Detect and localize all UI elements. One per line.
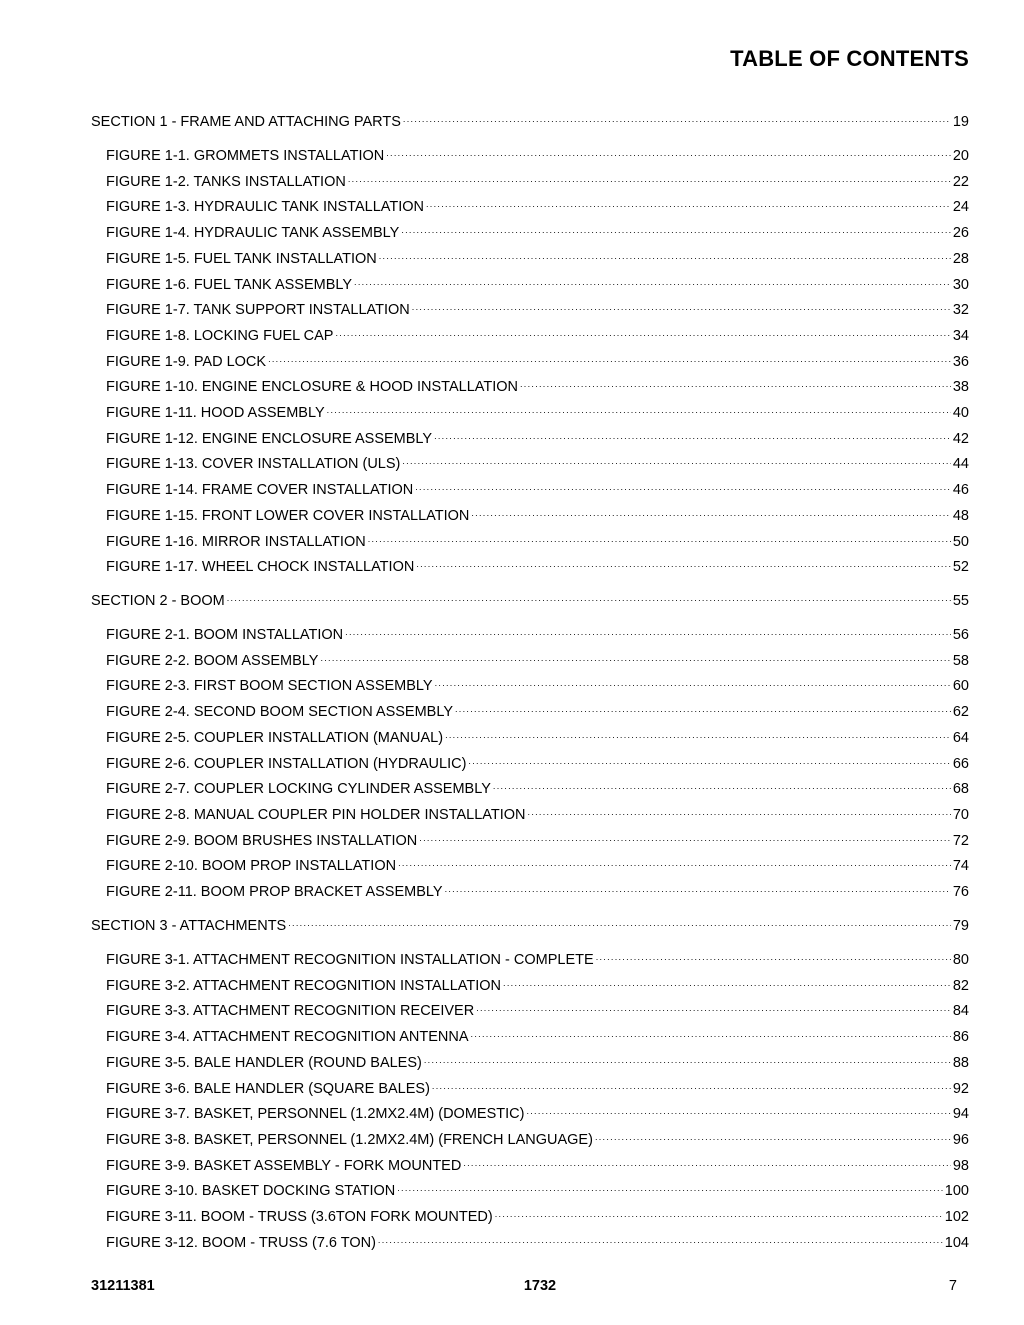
toc-entry-label: FIGURE 2-10. BOOM PROP INSTALLATION [106, 858, 397, 874]
toc-entry-page: 50 [952, 534, 969, 550]
toc-entry-page: 84 [952, 1003, 969, 1019]
dot-leader [354, 271, 951, 289]
toc-entry-page: 94 [952, 1106, 969, 1122]
page-footer [0, 1278, 1024, 1296]
toc-figure-entry[interactable] [0, 1049, 1024, 1071]
toc-entry-page: 62 [952, 704, 969, 720]
toc-entry-label: FIGURE 2-3. FIRST BOOM SECTION ASSEMBLY [106, 678, 433, 694]
toc-entry-label: FIGURE 2-9. BOOM BRUSHES INSTALLATION [106, 833, 418, 849]
toc-entry-label: FIGURE 2-4. SECOND BOOM SECTION ASSEMBLY [106, 704, 453, 720]
toc-entry-label: FIGURE 1-17. WHEEL CHOCK INSTALLATION [106, 559, 415, 575]
toc-figure-entry[interactable] [0, 1126, 1024, 1148]
dot-leader [327, 399, 951, 417]
footer-doc-number: 31211381 [91, 1278, 155, 1294]
toc-figure-entry[interactable] [0, 528, 1024, 550]
toc-entry-label: FIGURE 1-8. LOCKING FUEL CAP [106, 328, 334, 344]
toc-entry-label: FIGURE 1-5. FUEL TANK INSTALLATION [106, 251, 377, 267]
toc-entry-label: FIGURE 1-12. ENGINE ENCLOSURE ASSEMBLY [106, 431, 433, 447]
toc-figure-entry[interactable] [0, 1023, 1024, 1045]
toc-entry-page: 72 [952, 833, 969, 849]
dot-leader [520, 373, 951, 391]
dot-leader [526, 1100, 950, 1118]
toc-entry-page: 66 [952, 756, 969, 772]
toc-entry-label: SECTION 2 - BOOM [91, 593, 225, 609]
toc-entry-page: 24 [952, 199, 969, 215]
dot-leader [412, 296, 951, 314]
toc-entry-label: FIGURE 2-2. BOOM ASSEMBLY [106, 653, 319, 669]
toc-figure-entry[interactable] [0, 852, 1024, 874]
dot-leader [424, 1049, 951, 1067]
dot-leader [468, 750, 950, 768]
toc-entry-page: 42 [952, 431, 969, 447]
toc-figure-entry[interactable] [0, 647, 1024, 669]
toc-figure-entry[interactable] [0, 698, 1024, 720]
toc-figure-entry[interactable] [0, 399, 1024, 421]
toc-entry-page: 52 [952, 559, 969, 575]
toc-figure-entry[interactable] [0, 271, 1024, 293]
toc-figure-entry[interactable] [0, 750, 1024, 772]
toc-entry-page: 70 [952, 807, 969, 823]
toc-entry-label: FIGURE 1-15. FRONT LOWER COVER INSTALLATION [106, 508, 470, 524]
toc-figure-entry[interactable] [0, 1177, 1024, 1199]
toc-entry-label: FIGURE 1-11. HOOD ASSEMBLY [106, 405, 325, 421]
dot-leader [596, 946, 951, 964]
toc-figure-entry[interactable] [0, 348, 1024, 370]
toc-entry-page: 96 [952, 1132, 969, 1148]
toc-entry-label: FIGURE 1-2. TANKS INSTALLATION [106, 174, 346, 190]
toc-entry-label: FIGURE 1-13. COVER INSTALLATION (ULS) [106, 456, 401, 472]
toc-entry-label: FIGURE 1-9. PAD LOCK [106, 354, 267, 370]
dot-leader [503, 972, 951, 990]
toc-entry-page: 20 [952, 148, 969, 164]
page-title: TABLE OF CONTENTS [730, 46, 969, 71]
toc-figure-entry[interactable] [0, 296, 1024, 318]
dot-leader [320, 647, 950, 665]
toc-figure-entry[interactable] [0, 168, 1024, 190]
dot-leader [426, 193, 951, 211]
toc-entry-page: 88 [952, 1055, 969, 1071]
toc-entry-label: FIGURE 3-10. BASKET DOCKING STATION [106, 1183, 396, 1199]
toc-figure-entry[interactable] [0, 219, 1024, 241]
toc-figure-entry[interactable] [0, 322, 1024, 344]
toc-figure-entry[interactable] [0, 193, 1024, 215]
toc-entry-page: 104 [944, 1235, 969, 1251]
toc-figure-entry[interactable] [0, 1075, 1024, 1097]
toc-entry-page: 58 [952, 653, 969, 669]
dot-leader [471, 1023, 951, 1041]
toc-entry-page: 74 [952, 858, 969, 874]
toc-entry-label: FIGURE 1-10. ENGINE ENCLOSURE & HOOD INSTALLATION [106, 379, 518, 395]
toc-figure-entry[interactable] [0, 1152, 1024, 1174]
toc-figure-entry[interactable] [0, 827, 1024, 849]
toc-entry-page: 44 [952, 456, 969, 472]
dot-leader [335, 322, 950, 340]
toc-figure-entry[interactable] [0, 502, 1024, 524]
toc-entry-label: FIGURE 3-9. BASKET ASSEMBLY - FORK MOUNTED [106, 1158, 462, 1174]
toc-entry-page: 79 [952, 918, 969, 934]
dot-leader [445, 724, 951, 742]
dot-leader [379, 245, 951, 263]
toc-entry-label: FIGURE 2-11. BOOM PROP BRACKET ASSEMBLY [106, 884, 443, 900]
toc-figure-entry[interactable] [0, 553, 1024, 575]
dot-leader [402, 450, 951, 468]
dot-leader [348, 168, 951, 186]
toc-entry-page: 56 [952, 627, 969, 643]
toc-entry-label: FIGURE 1-14. FRAME COVER INSTALLATION [106, 482, 414, 498]
toc-entry-page: 64 [952, 730, 969, 746]
toc-entry-page: 60 [952, 678, 969, 694]
dot-leader [268, 348, 951, 366]
toc-entry-label: FIGURE 2-8. MANUAL COUPLER PIN HOLDER INSTALLATION [106, 807, 526, 823]
toc-entry-label: FIGURE 3-3. ATTACHMENT RECOGNITION RECEIVER [106, 1003, 475, 1019]
toc-entry-page: 98 [952, 1158, 969, 1174]
toc-entry-label: FIGURE 3-6. BALE HANDLER (SQUARE BALES) [106, 1081, 430, 1097]
toc-entry-page: 46 [952, 482, 969, 498]
toc-entry-label: SECTION 1 - FRAME AND ATTACHING PARTS [91, 114, 401, 130]
toc-entry-page: 40 [952, 405, 969, 421]
dot-leader [495, 1203, 943, 1221]
toc-entry-label: FIGURE 1-6. FUEL TANK ASSEMBLY [106, 277, 353, 293]
toc-figure-entry[interactable] [0, 878, 1024, 900]
toc-section-entry[interactable] [0, 108, 1024, 130]
toc-entry-page: 68 [952, 781, 969, 797]
toc-entry-label: FIGURE 3-5. BALE HANDLER (ROUND BALES) [106, 1055, 422, 1071]
toc-figure-entry[interactable] [0, 142, 1024, 164]
dot-leader [386, 142, 951, 160]
toc-entry-label: FIGURE 2-6. COUPLER INSTALLATION (HYDRAULIC) [106, 756, 467, 772]
dot-leader [397, 1177, 943, 1195]
toc-entry-label: FIGURE 3-8. BASKET, PERSONNEL (1.2MX2.4M) (FRENCH LANGUAGE) [106, 1132, 593, 1148]
toc-figure-entry[interactable] [0, 775, 1024, 797]
dot-leader [415, 476, 951, 494]
toc-entry-label: FIGURE 3-12. BOOM - TRUSS (7.6 TON) [106, 1235, 376, 1251]
toc-figure-entry[interactable] [0, 450, 1024, 472]
dot-leader [493, 775, 951, 793]
toc-entry-label: FIGURE 2-1. BOOM INSTALLATION [106, 627, 344, 643]
toc-entry-label: FIGURE 3-1. ATTACHMENT RECOGNITION INSTALLATION - COMPLETE [106, 952, 594, 968]
toc-entry-page: 38 [952, 379, 969, 395]
toc-entry-page: 32 [952, 302, 969, 318]
toc-entry-label: FIGURE 3-11. BOOM - TRUSS (3.6TON FORK MOUNTED) [106, 1209, 493, 1225]
toc-figure-entry[interactable] [0, 997, 1024, 1019]
toc-entry-label: FIGURE 2-7. COUPLER LOCKING CYLINDER ASSEMBLY [106, 781, 491, 797]
toc-entry-page: 19 [952, 114, 969, 130]
dot-leader [476, 997, 951, 1015]
toc-entry-page: 48 [952, 508, 969, 524]
toc-entry-page: 28 [952, 251, 969, 267]
toc-figure-entry[interactable] [0, 672, 1024, 694]
toc-entry-page: 55 [952, 593, 969, 609]
toc-entry-label: SECTION 3 - ATTACHMENTS [91, 918, 287, 934]
toc-figure-entry[interactable] [0, 724, 1024, 746]
dot-leader [401, 219, 951, 237]
toc-figure-entry[interactable] [0, 245, 1024, 267]
toc-figure-entry[interactable] [0, 1203, 1024, 1225]
toc-entry-page: 82 [952, 978, 969, 994]
toc-entry-page: 34 [952, 328, 969, 344]
toc-figure-entry[interactable] [0, 801, 1024, 823]
toc-figure-entry[interactable] [0, 373, 1024, 395]
dot-leader [435, 672, 951, 690]
toc-entry-page: 30 [952, 277, 969, 293]
toc-section-entry[interactable] [0, 912, 1024, 934]
dot-leader [416, 553, 951, 571]
toc-entry-label: FIGURE 1-7. TANK SUPPORT INSTALLATION [106, 302, 410, 318]
dot-leader [227, 587, 951, 605]
toc-entry-label: FIGURE 1-4. HYDRAULIC TANK ASSEMBLY [106, 225, 400, 241]
toc-entry-page: 76 [952, 884, 969, 900]
toc-entry-page: 36 [952, 354, 969, 370]
toc-entry-page: 80 [952, 952, 969, 968]
toc-entry-page: 102 [944, 1209, 969, 1225]
dot-leader [445, 878, 951, 896]
footer-page-number: 7 [948, 1278, 957, 1294]
dot-leader [378, 1229, 943, 1247]
toc-entry-label: FIGURE 2-5. COUPLER INSTALLATION (MANUAL) [106, 730, 444, 746]
toc-section-entry[interactable] [0, 587, 1024, 609]
dot-leader [398, 852, 951, 870]
toc-entry-label: FIGURE 3-2. ATTACHMENT RECOGNITION INSTALLATION [106, 978, 502, 994]
dot-leader [528, 801, 951, 819]
dot-leader [403, 108, 951, 126]
dot-leader [432, 1075, 951, 1093]
toc-entry-page: 100 [944, 1183, 969, 1199]
toc-entry-label: FIGURE 1-3. HYDRAULIC TANK INSTALLATION [106, 199, 424, 215]
toc-figure-entry[interactable] [0, 425, 1024, 447]
toc-entry-label: FIGURE 1-16. MIRROR INSTALLATION [106, 534, 366, 550]
toc-figure-entry[interactable] [0, 946, 1024, 968]
toc-entry-page: 26 [952, 225, 969, 241]
footer-model: 1732 [523, 1278, 557, 1294]
toc-figure-entry[interactable] [0, 972, 1024, 994]
dot-leader [471, 502, 950, 520]
toc-entry-label: FIGURE 3-7. BASKET, PERSONNEL (1.2MX2.4M) (DOMESTIC) [106, 1106, 525, 1122]
toc-entry-page: 92 [952, 1081, 969, 1097]
dot-leader [368, 528, 951, 546]
dot-leader [434, 425, 951, 443]
toc-entry-page: 22 [952, 174, 969, 190]
dot-leader [463, 1152, 951, 1170]
toc-figure-entry[interactable] [0, 1100, 1024, 1122]
toc-figure-entry[interactable] [0, 476, 1024, 498]
dot-leader [419, 827, 951, 845]
dot-leader [288, 912, 951, 930]
toc-entry-label: FIGURE 1-1. GROMMETS INSTALLATION [106, 148, 385, 164]
dot-leader [455, 698, 951, 716]
toc-entry-label: FIGURE 3-4. ATTACHMENT RECOGNITION ANTENNA [106, 1029, 469, 1045]
dot-leader [595, 1126, 951, 1144]
toc-figure-entry[interactable] [0, 1229, 1024, 1251]
dot-leader [345, 621, 951, 639]
toc-entry-page: 86 [952, 1029, 969, 1045]
toc-figure-entry[interactable] [0, 621, 1024, 643]
